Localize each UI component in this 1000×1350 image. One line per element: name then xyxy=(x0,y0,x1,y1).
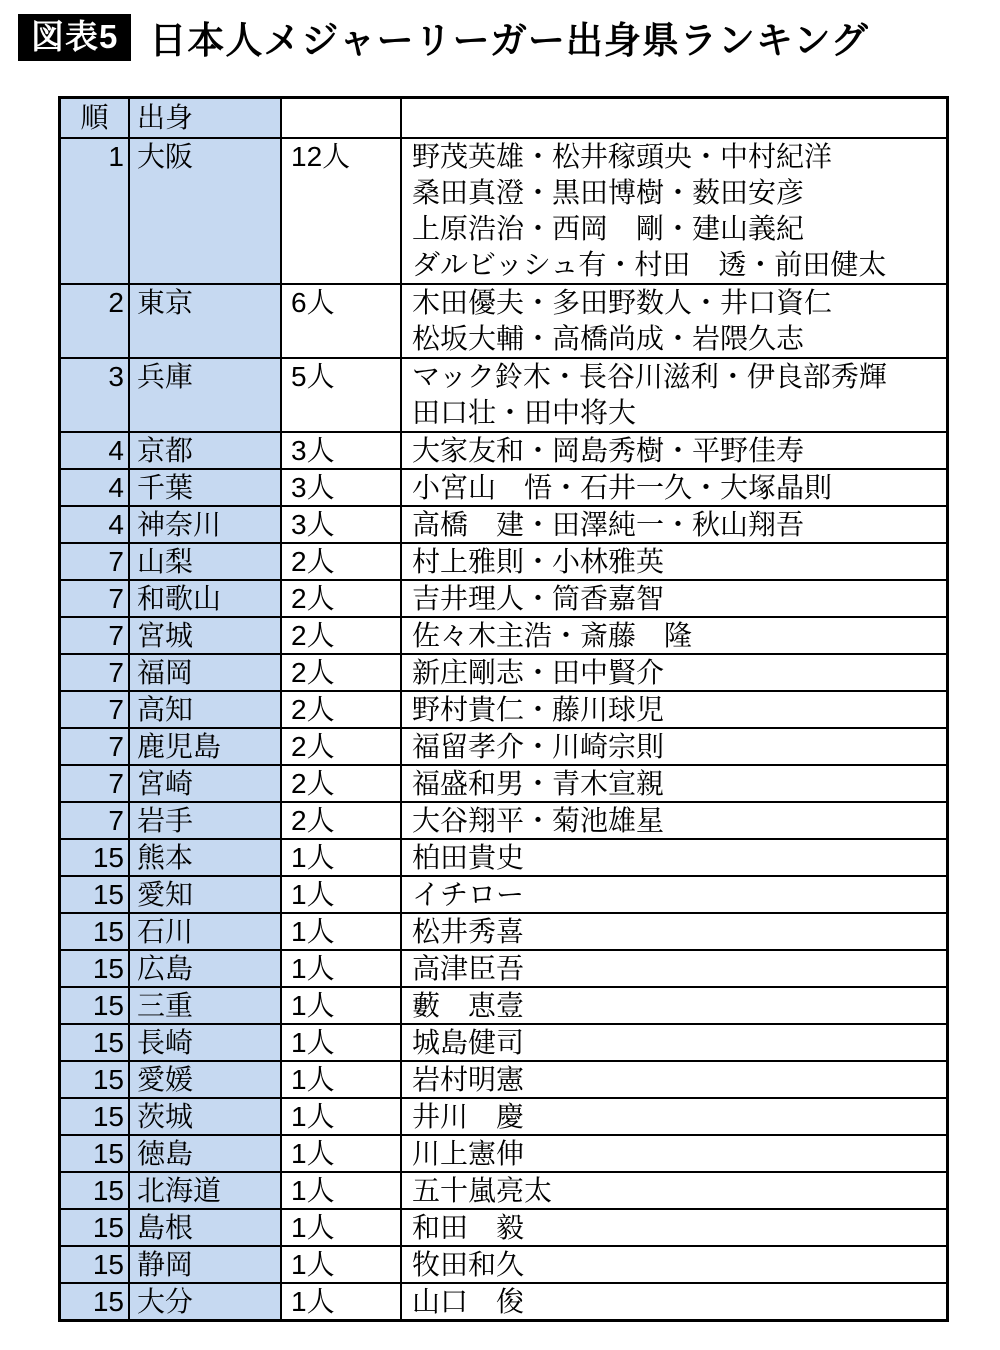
players-cell xyxy=(401,1024,948,1061)
players-line: 福盛和男・青木宣親 xyxy=(412,768,665,799)
rank-cell: 4 xyxy=(60,506,130,543)
players-line: 小宮山 悟・石井一久・大塚晶則 xyxy=(412,472,833,503)
players-cell xyxy=(401,691,948,728)
count-cell: 1人 xyxy=(281,987,401,1024)
players-cell xyxy=(401,728,948,765)
count-cell: 1人 xyxy=(281,1024,401,1061)
players-cell xyxy=(401,432,948,469)
table-row xyxy=(60,987,948,1024)
count-cell: 1人 xyxy=(281,1061,401,1098)
rank-cell: 7 xyxy=(60,802,130,839)
rank-cell: 15 xyxy=(60,950,130,987)
players-line: 山口 俊 xyxy=(412,1286,525,1317)
players-cell xyxy=(401,358,948,432)
origin-cell: 和歌山 xyxy=(129,580,281,617)
origin-cell: 島根 xyxy=(129,1209,281,1246)
players-cell xyxy=(401,913,948,950)
count-cell: 2人 xyxy=(281,543,401,580)
table-row xyxy=(60,802,948,839)
players-line: 木田優夫・多田野数人・井口資仁 xyxy=(412,287,833,318)
count-cell: 2人 xyxy=(281,617,401,654)
rank-cell: 15 xyxy=(60,1172,130,1209)
table-row xyxy=(60,617,948,654)
players-cell xyxy=(401,1135,948,1172)
rank-cell: 7 xyxy=(60,543,130,580)
players-line: 高津臣吾 xyxy=(412,953,525,984)
rank-cell: 15 xyxy=(60,913,130,950)
count-cell: 3人 xyxy=(281,506,401,543)
table-row xyxy=(60,654,948,691)
count-cell: 2人 xyxy=(281,691,401,728)
table-row xyxy=(60,839,948,876)
count-cell: 1人 xyxy=(281,1172,401,1209)
rank-cell: 7 xyxy=(60,691,130,728)
origin-cell: 広島 xyxy=(129,950,281,987)
count-cell: 5人 xyxy=(281,358,401,432)
players-line: 川上憲伸 xyxy=(412,1138,525,1169)
players-cell xyxy=(401,284,948,358)
rank-cell: 3 xyxy=(60,358,130,432)
players-line: イチロー xyxy=(412,879,525,910)
players-cell xyxy=(401,1172,948,1209)
col-header-players xyxy=(401,98,948,139)
rank-cell: 7 xyxy=(60,728,130,765)
rank-cell: 15 xyxy=(60,1283,130,1321)
rank-cell: 15 xyxy=(60,987,130,1024)
rank-cell: 1 xyxy=(60,138,130,284)
origin-cell: 岩手 xyxy=(129,802,281,839)
table-row xyxy=(60,284,948,358)
players-cell xyxy=(401,138,948,284)
origin-cell: 茨城 xyxy=(129,1098,281,1135)
col-header-count xyxy=(281,98,401,139)
count-cell: 1人 xyxy=(281,1098,401,1135)
count-cell: 3人 xyxy=(281,432,401,469)
origin-cell: 宮崎 xyxy=(129,765,281,802)
table-row xyxy=(60,432,948,469)
players-cell xyxy=(401,617,948,654)
count-cell: 1人 xyxy=(281,913,401,950)
origin-cell: 熊本 xyxy=(129,839,281,876)
origin-cell: 宮城 xyxy=(129,617,281,654)
rank-cell: 15 xyxy=(60,876,130,913)
players-cell xyxy=(401,654,948,691)
players-line: 柏田貴史 xyxy=(412,842,525,873)
players-cell xyxy=(401,469,948,506)
rank-cell: 15 xyxy=(60,839,130,876)
players-line: 岩村明憲 xyxy=(412,1064,525,1095)
table-row xyxy=(60,1172,948,1209)
origin-cell: 石川 xyxy=(129,913,281,950)
table-header-row xyxy=(60,98,948,139)
players-line: 新庄剛志・田中賢介 xyxy=(412,657,665,688)
origin-cell: 東京 xyxy=(129,284,281,358)
players-line: 野村貴仁・藤川球児 xyxy=(412,694,665,725)
players-cell xyxy=(401,580,948,617)
players-cell xyxy=(401,802,948,839)
players-cell xyxy=(401,950,948,987)
rank-cell: 15 xyxy=(60,1135,130,1172)
count-cell: 2人 xyxy=(281,765,401,802)
rank-cell: 15 xyxy=(60,1209,130,1246)
table-row xyxy=(60,728,948,765)
count-cell: 1人 xyxy=(281,876,401,913)
figure-header xyxy=(18,10,1000,64)
table-row xyxy=(60,1061,948,1098)
prefecture-ranking-table xyxy=(58,96,949,1322)
players-line: 田口壮・田中将大 xyxy=(412,397,637,428)
players-line: 上原浩治・西岡 剛・建山義紀 xyxy=(412,213,805,244)
players-line: 大谷翔平・菊池雄星 xyxy=(412,805,665,836)
players-cell xyxy=(401,506,948,543)
origin-cell: 静岡 xyxy=(129,1246,281,1283)
rank-cell: 2 xyxy=(60,284,130,358)
players-line: 松井秀喜 xyxy=(412,916,525,947)
rank-cell: 7 xyxy=(60,580,130,617)
players-cell xyxy=(401,1246,948,1283)
table-row xyxy=(60,1024,948,1061)
players-cell xyxy=(401,1098,948,1135)
origin-cell: 高知 xyxy=(129,691,281,728)
count-cell: 2人 xyxy=(281,580,401,617)
table-row xyxy=(60,1209,948,1246)
players-cell xyxy=(401,876,948,913)
table-row xyxy=(60,1246,948,1283)
figure-label-badge: 図表5 xyxy=(18,14,131,61)
origin-cell: 徳島 xyxy=(129,1135,281,1172)
origin-cell: 長崎 xyxy=(129,1024,281,1061)
table-row xyxy=(60,358,948,432)
rank-cell: 15 xyxy=(60,1024,130,1061)
table-row xyxy=(60,1098,948,1135)
rank-cell: 15 xyxy=(60,1246,130,1283)
origin-cell: 神奈川 xyxy=(129,506,281,543)
players-line: 野茂英雄・松井稼頭央・中村紀洋 xyxy=(412,141,833,172)
players-line: 和田 毅 xyxy=(412,1212,525,1243)
table-row xyxy=(60,1135,948,1172)
table-row xyxy=(60,691,948,728)
players-cell xyxy=(401,987,948,1024)
table-row xyxy=(60,580,948,617)
players-line: 大家友和・岡島秀樹・平野佳寿 xyxy=(412,435,805,466)
origin-cell: 福岡 xyxy=(129,654,281,691)
origin-cell: 北海道 xyxy=(129,1172,281,1209)
count-cell: 2人 xyxy=(281,802,401,839)
origin-cell: 大阪 xyxy=(129,138,281,284)
count-cell: 1人 xyxy=(281,950,401,987)
count-cell: 1人 xyxy=(281,1135,401,1172)
players-line: マック鈴木・長谷川滋利・伊良部秀輝 xyxy=(412,361,887,392)
count-cell: 2人 xyxy=(281,728,401,765)
table-row xyxy=(60,506,948,543)
origin-cell: 山梨 xyxy=(129,543,281,580)
rank-cell: 15 xyxy=(60,1098,130,1135)
count-cell: 12人 xyxy=(281,138,401,284)
players-line: 福留孝介・川崎宗則 xyxy=(412,731,665,762)
players-line: 藪 恵壹 xyxy=(412,990,525,1021)
players-line: 佐々木主浩・斎藤 隆 xyxy=(412,620,693,651)
rank-cell: 4 xyxy=(60,469,130,506)
count-cell: 3人 xyxy=(281,469,401,506)
players-cell xyxy=(401,543,948,580)
table-body xyxy=(60,138,948,1321)
count-cell: 1人 xyxy=(281,1283,401,1321)
col-header-origin: 出身 xyxy=(129,98,281,139)
players-line: 桑田真澄・黒田博樹・薮田安彦 xyxy=(412,177,805,208)
players-line: 五十嵐亮太 xyxy=(412,1175,553,1206)
origin-cell: 愛媛 xyxy=(129,1061,281,1098)
origin-cell: 愛知 xyxy=(129,876,281,913)
count-cell: 1人 xyxy=(281,839,401,876)
players-line: 城島健司 xyxy=(412,1027,525,1058)
table-row xyxy=(60,138,948,284)
players-line: ダルビッシュ有・村田 透・前田健太 xyxy=(412,249,887,280)
origin-cell: 三重 xyxy=(129,987,281,1024)
count-cell: 2人 xyxy=(281,654,401,691)
players-cell xyxy=(401,839,948,876)
players-line: 牧田和久 xyxy=(412,1249,525,1280)
rank-cell: 7 xyxy=(60,765,130,802)
table-row xyxy=(60,950,948,987)
origin-cell: 大分 xyxy=(129,1283,281,1321)
rank-cell: 15 xyxy=(60,1061,130,1098)
origin-cell: 鹿児島 xyxy=(129,728,281,765)
count-cell: 1人 xyxy=(281,1209,401,1246)
rank-cell: 7 xyxy=(60,617,130,654)
rank-cell: 4 xyxy=(60,432,130,469)
players-line: 井川 慶 xyxy=(412,1101,525,1132)
players-cell xyxy=(401,1283,948,1321)
origin-cell: 兵庫 xyxy=(129,358,281,432)
origin-cell: 千葉 xyxy=(129,469,281,506)
count-cell: 6人 xyxy=(281,284,401,358)
players-cell xyxy=(401,1209,948,1246)
table-row xyxy=(60,876,948,913)
col-header-rank: 順 xyxy=(60,98,130,139)
players-line: 村上雅則・小林雅英 xyxy=(412,546,665,577)
origin-cell: 京都 xyxy=(129,432,281,469)
table-row xyxy=(60,543,948,580)
players-line: 松坂大輔・高橋尚成・岩隈久志 xyxy=(412,323,805,354)
players-line: 高橋 建・田澤純一・秋山翔吾 xyxy=(412,509,805,540)
table-row xyxy=(60,913,948,950)
players-cell xyxy=(401,765,948,802)
table-row xyxy=(60,1283,948,1321)
table-row xyxy=(60,765,948,802)
players-cell xyxy=(401,1061,948,1098)
rank-cell: 7 xyxy=(60,654,130,691)
table-row xyxy=(60,469,948,506)
players-line: 吉井理人・筒香嘉智 xyxy=(412,583,665,614)
table-header xyxy=(60,98,948,139)
page-title: 日本人メジャーリーガー出身県ランキング xyxy=(149,20,869,61)
count-cell: 1人 xyxy=(281,1246,401,1283)
